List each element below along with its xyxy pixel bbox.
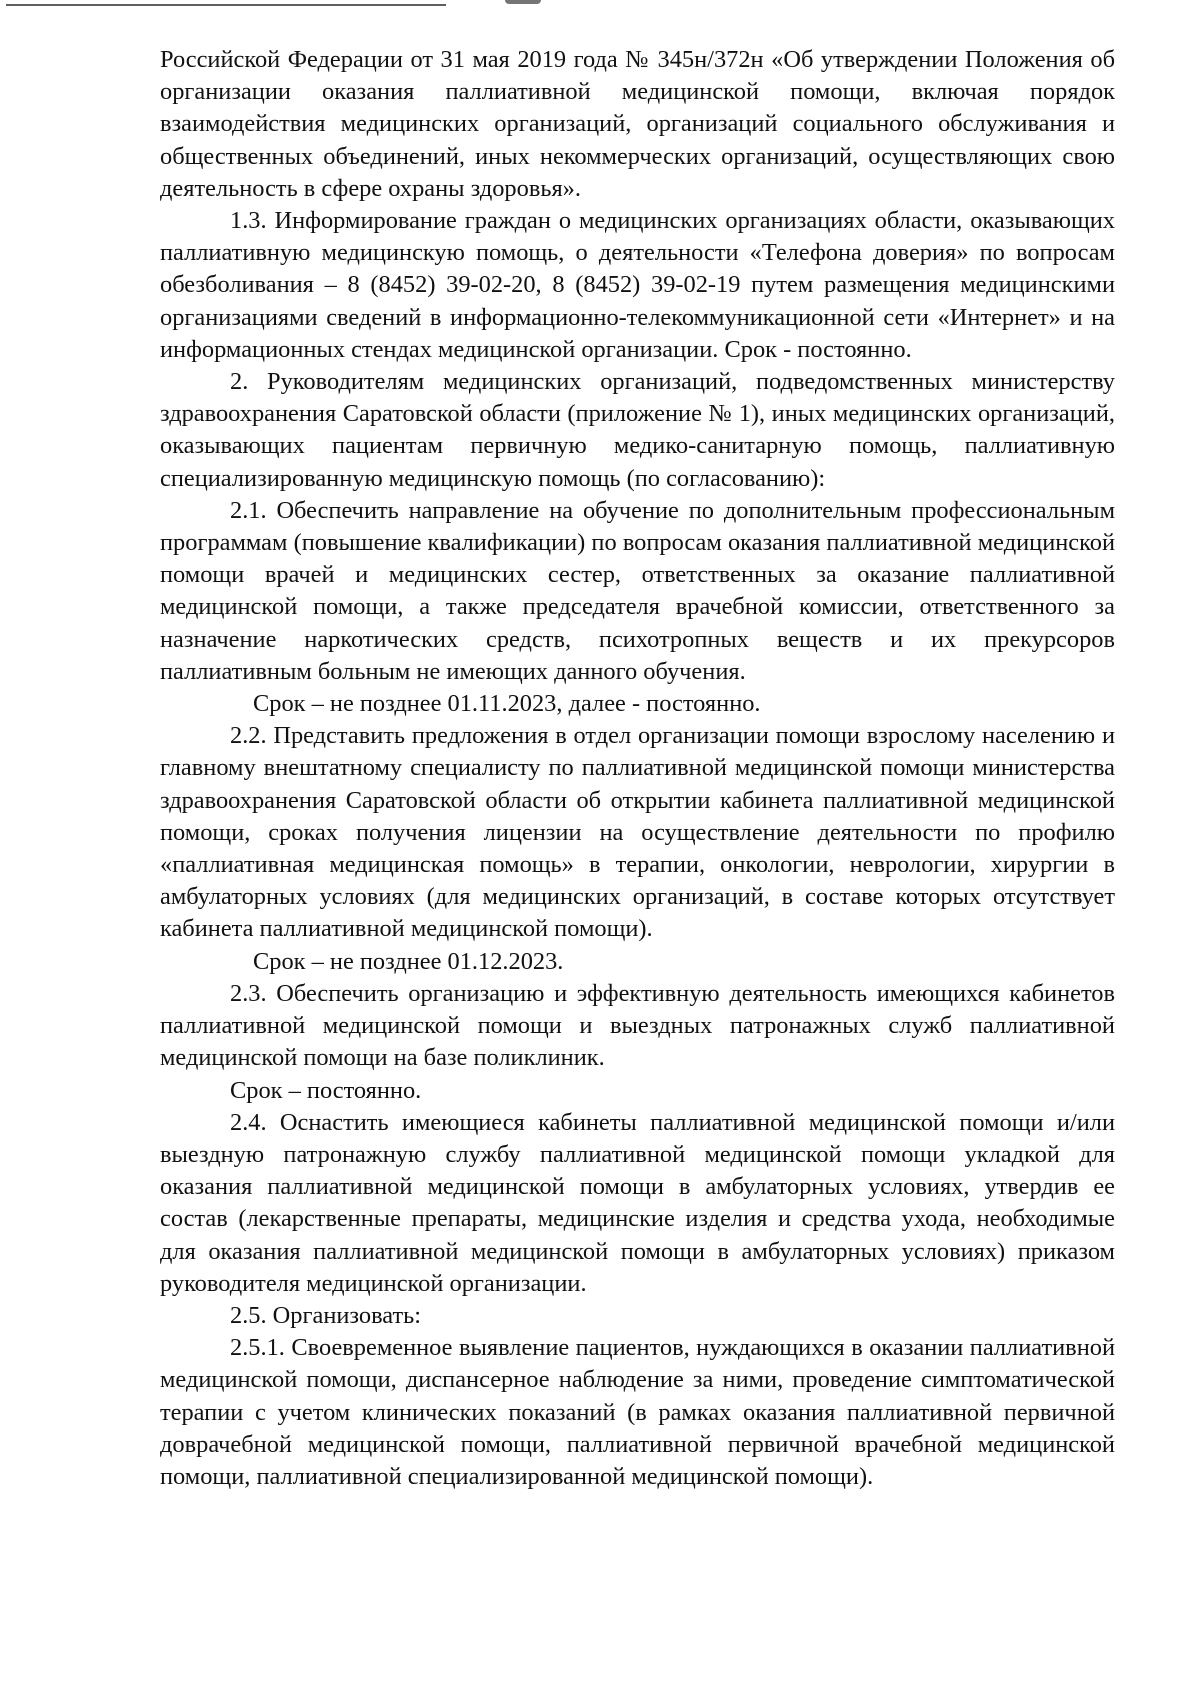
paragraph-2-3: 2.3. Обеспечить организацию и эффективную деятельность имеющихся кабинетов паллиативной медицинской помощи и выездных патронажных служб паллиативной медицинской помощи на базе поликлиник.: [160, 979, 1115, 1072]
paragraph-2-5: 2.5. Организовать:: [230, 1301, 422, 1329]
deadline-2-3: Срок – постоянно.: [230, 1076, 422, 1104]
scan-artifact-line: [6, 4, 446, 6]
paragraph-2-2: 2.2. Представить предложения в отдел организации помощи взрослому населению и главному внештатному специалисту по паллиативной медицинской помощи министерства здравоохранения Саратовской области об открытии кабинета паллиативной медицинской помощи, сроках получения лицензии на осуществление деятельности по профилю «паллиативная медицинская помощь» в терапии, онкологии, неврологии, хирургии в амбулаторных условиях (для медицинских организаций, в составе которых отсутствует кабинета паллиативной медицинской помощи).: [160, 722, 1115, 943]
paragraph-1-3: 1.3. Информирование граждан о медицинских организациях области, оказывающих паллиативную медицинскую помощь, о деятельности «Телефона доверия» по вопросам обезболивания – 8 (8452) 39-02-20, 8 (8452) 39-02-19 путем размещения медицинскими организациями сведений в информационно-телекоммуникационной сети «Интернет» и на информационных стендах медицинской организации. Срок - постоянно.: [160, 207, 1115, 363]
deadline-2-2: Срок – не позднее 01.12.2023.: [253, 947, 564, 975]
scan-artifact-mark: [505, 0, 541, 4]
paragraph-2: 2. Руководителям медицинских организаций, подведомственных министерству здравоохранения Саратовской области (приложение № 1), иных медицинских организаций, оказывающих пациентам первичную медико-санитарную помощь, паллиативную специализированную медицинскую помощь (по согласованию):: [160, 368, 1115, 492]
document-body: [160, 44, 1115, 1493]
paragraph-2-5-1: 2.5.1. Своевременное выявление пациентов, нуждающихся в оказании паллиативной медицинской помощи, диспансерное наблюдение за ними, проведение симптоматической терапии с учетом клинических показаний (в рамках оказания паллиативной первичной доврачебной медицинской помощи, паллиативной первичной врачебной медицинской помощи, паллиативной специализированной медицинской помощи).: [160, 1334, 1115, 1490]
paragraph-2-1: 2.1. Обеспечить направление на обучение по дополнительным профессиональным программам (повышение квалификации) по вопросам оказания паллиативной медицинской помощи врачей и медицинских сестер, ответственных за оказание паллиативной медицинской помощи, а также председателя врачебной комиссии, ответственного за назначение наркотических средств, психотропных веществ и их прекурсоров паллиативным больным не имеющих данного обучения.: [160, 496, 1115, 685]
deadline-2-1: Срок – не позднее 01.11.2023, далее - постоянно.: [253, 690, 761, 718]
paragraph-order-reference: Российской Федерации от 31 мая 2019 года № 345н/372н «Об утверждении Положения об организации оказания паллиативной медицинской помощи, включая порядок взаимодействия медицинских организаций, организаций социального обслуживания и общественных объединений, иных некоммерческих организаций, осуществляющих свою деятельность в сфере охраны здоровья».: [160, 46, 1115, 202]
paragraph-2-4: 2.4. Оснастить имеющиеся кабинеты паллиативной медицинской помощи и/или выездную патронажную службу паллиативной медицинской помощи укладкой для оказания паллиативной медицинской помощи в амбулаторных условиях, утвердив ее состав (лекарственные препараты, медицинские изделия и средства ухода, необходимые для оказания паллиативной медицинской помощи в амбулаторных условиях) приказом руководителя медицинской организации.: [160, 1108, 1115, 1297]
